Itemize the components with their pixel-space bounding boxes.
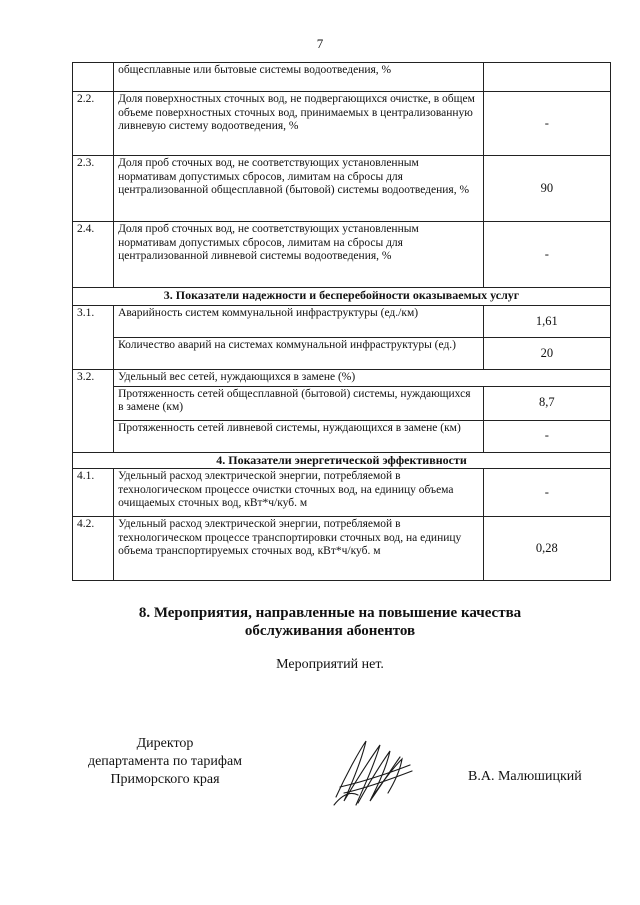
row-number: 2.3. xyxy=(73,156,114,222)
row-description: Доля поверхностных сточных вод, не подвергающихся очистке, в общем объеме поверхностных сточных вод, принимаемых в централизованную ливневую систему водоотведения, % xyxy=(114,92,484,156)
signatory-line: департамента по тарифам xyxy=(87,754,243,769)
row-value: 90 xyxy=(483,156,610,222)
section-title: 4. Показатели энергетической эффективности xyxy=(73,452,611,469)
row-description: Протяженность сетей общесплавной (бытовой) системы, нуждающихся в замене (км) xyxy=(114,386,484,420)
row-value: - xyxy=(483,222,610,288)
table-row xyxy=(73,420,611,452)
signer-name: В.А. Малюшицкий xyxy=(468,769,582,784)
row-value: 8,7 xyxy=(483,386,610,420)
row-number: 2.4. xyxy=(73,222,114,288)
row-description: Аварийность систем коммунальной инфраструктуры (ед./км) xyxy=(114,306,484,338)
no-measures-text: Мероприятий нет. xyxy=(276,657,384,672)
table-row xyxy=(73,386,611,420)
row-value: - xyxy=(483,92,610,156)
table-row xyxy=(73,469,611,517)
row-number: 4.2. xyxy=(73,517,114,581)
row-description: общесплавные или бытовые системы водоотведения, % xyxy=(114,63,484,92)
table-row xyxy=(73,338,611,370)
row-number: 3.1. xyxy=(73,306,114,370)
heading-line: обслуживания абонентов xyxy=(244,623,416,639)
section-heading xyxy=(60,604,600,640)
row-description: Доля проб сточных вод, не соответствующих установленным нормативам допустимых сбросов, лимитам на сбросы для централизованной общесплавной (бытовой) системы водоотведения, % xyxy=(114,156,484,222)
row-value: 1,61 xyxy=(483,306,610,338)
row-number xyxy=(73,63,114,92)
section-row xyxy=(73,452,611,469)
table-row xyxy=(73,92,611,156)
table-row xyxy=(73,63,611,92)
page-number: 7 xyxy=(316,36,324,51)
section-title: 3. Показатели надежности и бесперебойности оказываемых услуг xyxy=(73,288,611,306)
row-description: Удельный расход электрической энергии, потребляемой в технологическом процессе очистки сточных вод, на единицу объема очищаемых сточных вод, кВт*ч/куб. м xyxy=(114,469,484,517)
row-description: Количество аварий на системах коммунальной инфраструктуры (ед.) xyxy=(114,338,484,370)
table-row xyxy=(73,222,611,288)
row-value: - xyxy=(483,420,610,452)
heading-line: 8. Мероприятия, направленные на повышение качества xyxy=(138,605,522,621)
signatory-title xyxy=(70,735,260,789)
signatory-line: Приморского края xyxy=(110,772,220,787)
table-row xyxy=(73,306,611,338)
row-description: Протяженность сетей ливневой системы, нуждающихся в замене (км) xyxy=(114,420,484,452)
row-description: Удельный вес сетей, нуждающихся в замене (%) xyxy=(114,370,611,387)
row-description: Доля проб сточных вод, не соответствующих установленным нормативам допустимых сбросов, лимитам на сбросы для централизованной ливневой системы водоотведения, % xyxy=(114,222,484,288)
row-value xyxy=(483,63,610,92)
table-row xyxy=(73,517,611,581)
row-number: 4.1. xyxy=(73,469,114,517)
row-number: 2.2. xyxy=(73,92,114,156)
row-value: 0,28 xyxy=(483,517,610,581)
table-row xyxy=(73,156,611,222)
row-number: 3.2. xyxy=(73,370,114,453)
table-row xyxy=(73,370,611,387)
section-row xyxy=(73,288,611,306)
signatory-line: Директор xyxy=(136,736,194,751)
row-value: 20 xyxy=(483,338,610,370)
handwritten-signature xyxy=(328,735,418,813)
row-value: - xyxy=(483,469,610,517)
indicators-table xyxy=(72,62,611,581)
row-description: Удельный расход электрической энергии, потребляемой в технологическом процессе транспортировки сточных вод, на единицу объема транспортируемых сточных вод, кВт*ч/куб. м xyxy=(114,517,484,581)
